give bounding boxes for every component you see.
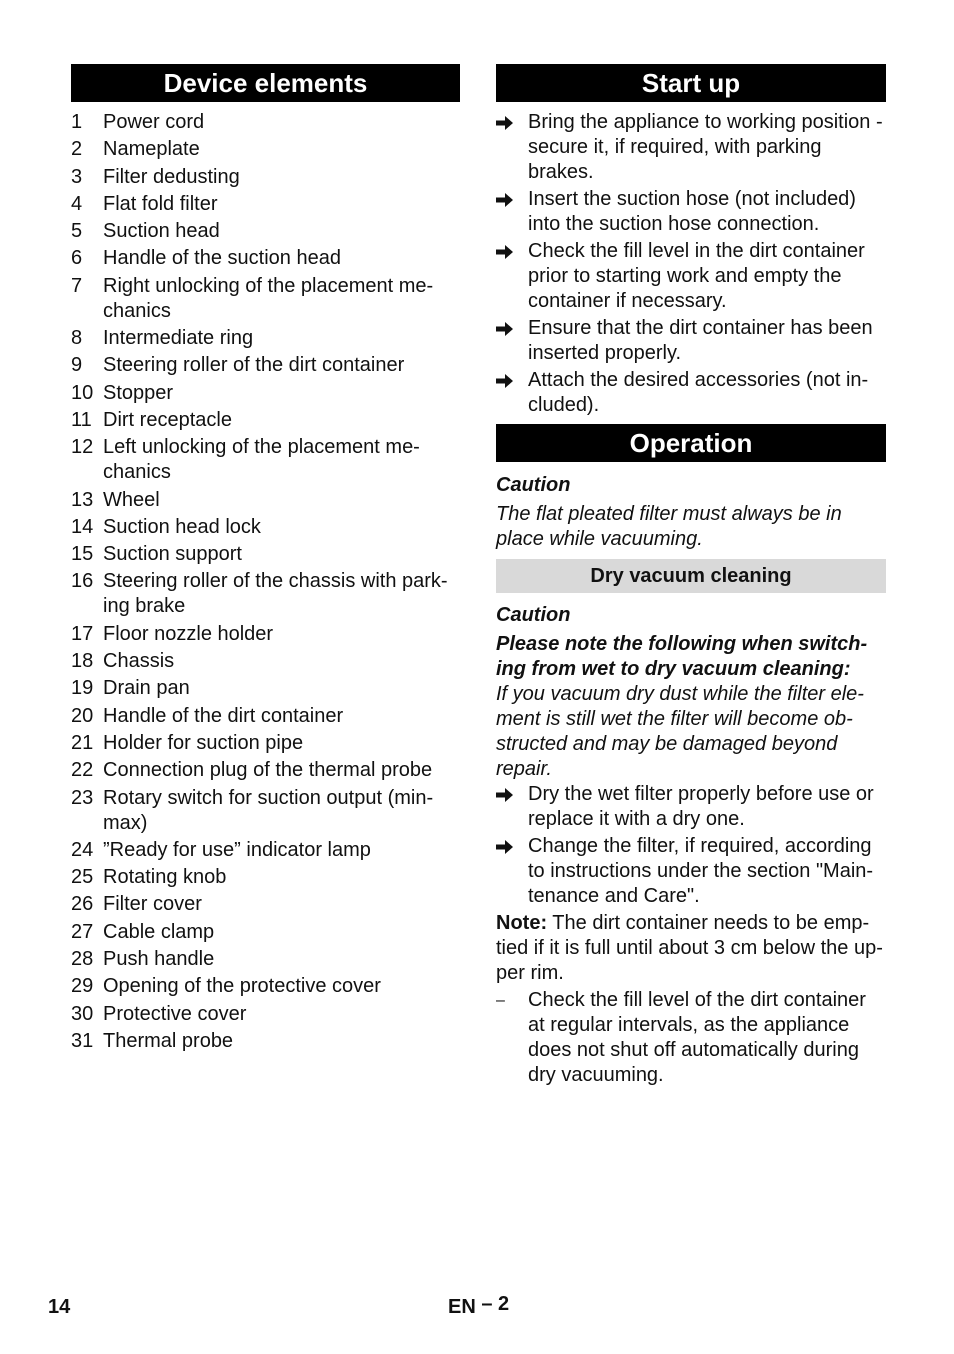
dry-vacuum-step-text: Change the filter, if required, according to instructions under the section "Main-tenance and Care". [528, 835, 874, 907]
device-element-number: 12 [71, 436, 94, 459]
device-elements-heading: Device elements [71, 64, 460, 102]
dry-vacuum-step [496, 782, 886, 832]
device-element-item [71, 892, 460, 917]
device-element-item [71, 219, 460, 244]
device-element-number: 6 [71, 247, 83, 270]
device-element-item [71, 865, 460, 890]
device-element-label: Left unlocking of the placement me-chanics [103, 436, 420, 484]
device-element-label: Filter cover [103, 893, 202, 916]
device-element-number: 20 [71, 704, 94, 727]
device-element-label: ”Ready for use” indicator lamp [103, 838, 371, 861]
device-element-item [71, 1002, 460, 1027]
device-element-item [71, 137, 460, 162]
operation-heading: Operation [496, 424, 886, 462]
device-element-number: 19 [71, 677, 94, 700]
device-element-number: 30 [71, 1002, 94, 1025]
device-element-label: Holder for suction pipe [103, 731, 304, 754]
arrow-right-icon [496, 834, 528, 909]
operation-caution-label: Caution [496, 474, 571, 496]
device-element-number: 22 [71, 759, 94, 782]
dry-vacuum-steps [496, 782, 886, 909]
start-up-step-text: Bring the appliance to working position - secure it, if required, with parking brakes. [528, 111, 883, 183]
device-element-label: Protective cover [103, 1002, 247, 1025]
footer-lang [448, 1293, 510, 1319]
start-up-step-text: Ensure that the dirt container has been inserted properly. [528, 317, 873, 364]
device-element-number: 31 [71, 1029, 94, 1052]
device-element-item [71, 704, 460, 729]
device-element-item [71, 569, 460, 619]
device-element-label: Steering roller of the chassis with park-ing brake [103, 570, 448, 618]
right-column [496, 64, 886, 1090]
device-element-label: Intermediate ring [103, 327, 254, 350]
device-element-number: 14 [71, 515, 94, 538]
device-element-item [71, 920, 460, 945]
device-element-label: Right unlocking of the placement me-chanics [103, 274, 434, 322]
dash-list-item [496, 988, 886, 1088]
device-element-number: 18 [71, 650, 94, 673]
device-element-label: Chassis [103, 650, 175, 673]
device-element-label: Opening of the protective cover [103, 975, 381, 998]
dash-item-text: Check the fill level of the dirt container at regular intervals, as the appliance does not shut off automatically during dry vacuuming. [528, 989, 866, 1086]
dry-vacuum-step-text: Dry the wet filter properly before use or replace it with a dry one. [528, 783, 874, 830]
arrow-right-icon [496, 782, 528, 832]
device-element-label: Power cord [103, 111, 205, 133]
device-element-item [71, 246, 460, 271]
device-element-label: Handle of the dirt container [103, 704, 344, 727]
operation-caution-text: The flat pleated filter must always be in place while vacuuming. [496, 503, 842, 550]
device-element-number: 2 [71, 138, 83, 161]
device-element-item [71, 165, 460, 190]
device-element-number: 3 [71, 165, 83, 188]
device-element-item [71, 838, 460, 863]
start-up-step [496, 239, 886, 314]
device-element-number: 10 [71, 381, 94, 404]
device-element-label: Suction head lock [103, 515, 261, 538]
device-element-item [71, 731, 460, 756]
start-up-step-text: Check the fill level in the dirt container prior to starting work and empty the container if necessary. [528, 240, 865, 312]
device-element-number: 26 [71, 893, 94, 916]
dry-caution-label: Caution [496, 604, 571, 626]
start-up-step [496, 368, 886, 418]
device-element-item [71, 110, 460, 135]
device-element-label: Filter dedusting [103, 165, 240, 188]
arrow-right-icon [496, 239, 528, 314]
device-element-number: 1 [71, 111, 83, 133]
start-up-heading: Start up [496, 64, 886, 102]
device-element-number: 7 [71, 274, 83, 297]
device-element-item [71, 274, 460, 324]
device-element-item [71, 192, 460, 217]
footer-section: – 2 [481, 1293, 510, 1315]
device-element-label: Handle of the suction head [103, 247, 341, 270]
device-element-label: Steering roller of the dirt container [103, 354, 405, 377]
device-element-item [71, 947, 460, 972]
device-element-item [71, 353, 460, 378]
arrow-right-icon [496, 187, 528, 237]
device-element-label: Cable clamp [103, 920, 215, 943]
device-element-label: Wheel [103, 488, 160, 511]
dry-vacuum-step [496, 834, 886, 909]
device-element-label: Thermal probe [103, 1029, 234, 1052]
device-element-item [71, 408, 460, 433]
device-element-number: 5 [71, 220, 83, 243]
device-element-number: 23 [71, 786, 94, 809]
dry-vacuum-heading: Dry vacuum cleaning [496, 559, 886, 593]
device-element-number: 16 [71, 570, 94, 593]
left-column [71, 64, 460, 1056]
device-elements-list [71, 110, 460, 1054]
start-up-step [496, 110, 886, 185]
device-element-number: 17 [71, 622, 94, 645]
device-element-item [71, 649, 460, 674]
device-element-label: Floor nozzle holder [103, 622, 274, 645]
device-element-label: Suction support [103, 543, 242, 566]
device-element-number: 8 [71, 327, 83, 350]
device-element-number: 15 [71, 543, 94, 566]
note-label: Note: [496, 912, 548, 934]
device-element-number: 13 [71, 488, 94, 511]
device-element-label: Flat fold filter [103, 192, 218, 215]
device-element-number: 9 [71, 354, 83, 377]
device-element-number: 25 [71, 866, 94, 889]
device-element-item [71, 515, 460, 540]
arrow-right-icon [496, 368, 528, 418]
device-element-number: 28 [71, 948, 94, 971]
device-element-number: 24 [71, 838, 94, 861]
device-element-item [71, 758, 460, 783]
device-element-item [71, 676, 460, 701]
dash-bullet: – [496, 992, 505, 1009]
device-element-item [71, 488, 460, 513]
arrow-right-icon [496, 110, 528, 185]
start-up-step [496, 187, 886, 237]
dry-note [496, 911, 886, 986]
device-element-label: Rotary switch for suction output (min-max) [103, 786, 434, 834]
device-element-item [71, 786, 460, 836]
device-element-number: 11 [71, 408, 92, 431]
start-up-steps [496, 110, 886, 418]
device-element-label: Nameplate [103, 138, 200, 161]
dry-caution-bold: Please note the following when switch-ing from wet to dry vacuum cleaning: [496, 633, 868, 680]
device-element-number: 29 [71, 975, 94, 998]
device-element-label: Connection plug of the thermal probe [103, 759, 433, 782]
start-up-step [496, 316, 886, 366]
note-text: The dirt container needs to be emp-tied if it is full until about 3 cm below the up-per rim. [496, 912, 883, 984]
device-element-item [71, 326, 460, 351]
device-element-item [71, 542, 460, 567]
device-element-label: Push handle [103, 948, 215, 971]
device-element-label: Drain pan [103, 677, 190, 700]
device-element-item [71, 381, 460, 406]
device-element-item [71, 974, 460, 999]
device-element-number: 4 [71, 192, 83, 215]
device-element-number: 27 [71, 920, 94, 943]
page-number: 14 [48, 1296, 71, 1318]
device-element-number: 21 [71, 731, 94, 754]
dry-caution-text: If you vacuum dry dust while the filter ele-ment is still wet the filter will become ob-structed and may be damaged beyond repair. [496, 683, 864, 780]
start-up-step-text: Insert the suction hose (not included) into the suction hose connection. [528, 188, 856, 235]
footer-lang-code: EN [448, 1296, 476, 1318]
arrow-right-icon [496, 316, 528, 366]
device-element-label: Dirt receptacle [103, 408, 232, 431]
device-element-item [71, 435, 460, 485]
device-element-label: Stopper [103, 381, 174, 404]
device-element-label: Suction head [103, 220, 220, 243]
device-element-item [71, 622, 460, 647]
device-element-item [71, 1029, 460, 1054]
device-element-label: Rotating knob [103, 866, 227, 889]
start-up-step-text: Attach the desired accessories (not in-cluded). [528, 369, 869, 416]
